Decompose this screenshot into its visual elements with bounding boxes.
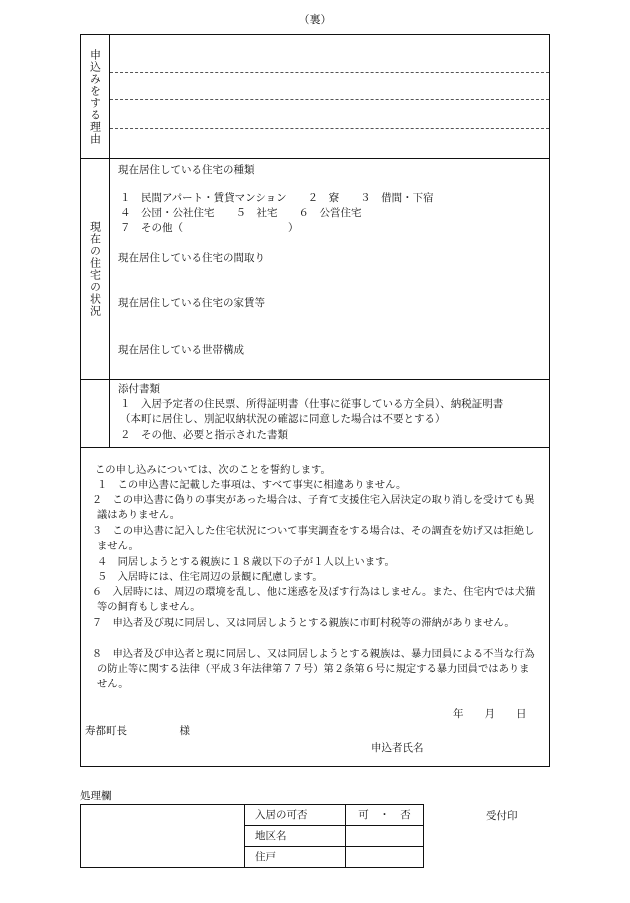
pledge-item: ７ 申込者及び現に同居し、又は同居しようとする親族に市町村税等の滞納がありません。 [91,617,515,629]
attachments-section [81,380,549,448]
processing-title: 処理欄 [80,790,112,802]
attachments-heading: 添付書類 [118,383,160,395]
reason-write-line[interactable] [110,99,549,100]
household-composition-heading: 現在居住している世帯構成 [118,344,244,356]
pledge-item: ８ 申込者及び申込者と現に同居し、又は同居しようとする親族は、暴力団員による不当な行為の防止等に関する法律（平成３年法律第７７号）第２条第６号に規定する暴力団員ではありません。 [91,648,535,691]
pledge-intro: この申し込みについては、次のことを誓約します。 [95,464,331,476]
pledge-section [81,448,549,766]
attachment-item: ２ その他、必要と指示された書類 [120,429,288,441]
pledge-item: ２ この申込書に偽りの事実があった場合は、子育て支援住宅入居決定の取り消しを受けても異議はありません。 [91,494,535,522]
pledge-item: ６ 入居時には、周辺の環境を乱し、他に迷惑を及ぼす行為はしません。また、住宅内では犬猫等の飼育もしません。 [91,586,536,614]
current-housing-label: 現在の住宅の状況 [88,221,102,317]
applicant-name-label: 申込者氏名 [371,742,424,754]
pledge-item: ５ 入居時には、住宅周辺の景観に配慮します。 [97,571,323,583]
current-housing-section [81,159,549,380]
housing-type-options: ４ 公団・公社住宅 ５ 社宅 ６ 公営住宅 [120,207,362,219]
pledge-item: ４ 同居しようとする親族に１８歳以下の子が１人以上います。 [97,556,395,568]
district-name-value[interactable] [346,826,424,847]
housing-type-other: ７ その他（ ） [120,222,299,234]
addressee: 寿都町長 様 [85,725,190,737]
housing-type-heading: 現在居住している住宅の種類 [118,164,255,176]
housing-layout-heading: 現在居住している住宅の間取り [118,252,265,264]
reason-write-line[interactable] [110,128,549,129]
processing-blank-cell [81,805,245,868]
proc-row-label: 入居の可否 [245,805,346,826]
proc-row-label: 住戸 [245,847,346,868]
attachment-item-note: （本町に居住し、別記収納状況の確認に同意した場合は不要とする） [120,413,446,425]
page-side-label: （裏） [298,13,332,26]
reason-label: 申込みをする理由 [88,48,102,145]
housing-type-options: １ 民間アパート・賃貸マンション ２ 寮 ３ 借間・下宿 [120,192,434,204]
proc-row-label: 地区名 [245,826,346,847]
move-in-approval-value[interactable]: 可 ・ 否 [346,805,424,826]
application-form [80,34,550,767]
pledge-item: １ この申込書に記載した事項は、すべて事実に相違ありません。 [97,479,407,491]
processing-table [80,804,424,868]
housing-rent-heading: 現在居住している住宅の家賃等 [118,297,265,309]
attachment-item: １ 入居予定者の住民票、所得証明書（仕事に従事している方全員）、納税証明書 [120,398,504,410]
reason-section [81,35,549,159]
reason-write-line[interactable] [110,72,549,73]
date-field[interactable]: 年 月 日 [453,708,527,720]
reception-stamp-label: 受付印 [486,810,518,822]
dwelling-unit-value[interactable] [346,847,424,868]
pledge-item: ３ この申込書に記入した住宅状況について事実調査をする場合は、その調査を妨げ又は拒絶しません。 [91,525,535,553]
